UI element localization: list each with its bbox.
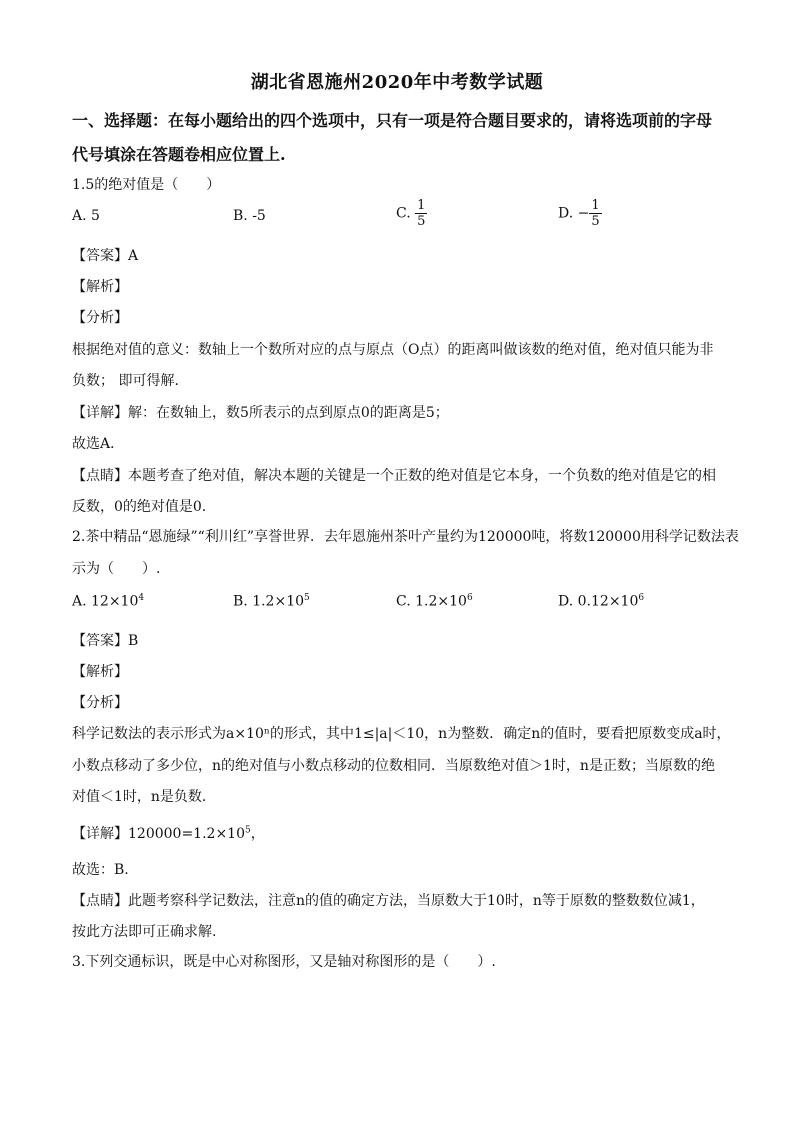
q1-answer	[72, 245, 138, 265]
q1-option-d-label: D.	[558, 205, 574, 222]
q1-option-b-label: B.	[233, 208, 248, 224]
q2-dianjing-line-2: 按此方法即可正确求解.	[72, 924, 217, 940]
q1-option-a	[72, 208, 100, 224]
q2-dianjing-line-1: 【点睛】此题考察科学记数法，注意n的值的确定方法，当原数大于10时，n等于原数的整数数位减1，	[72, 893, 705, 909]
q2-stem-line-2: 示为（ ）.	[72, 561, 161, 577]
q2-answer	[72, 630, 138, 650]
q1-dianjing-line-2: 反数，0的绝对值是0．	[72, 499, 216, 515]
q2-option-a	[72, 593, 144, 610]
q2-answer-value: B	[128, 633, 139, 649]
q2-option-a-exponent: 4	[138, 593, 145, 603]
q1-option-c-label: C.	[396, 205, 411, 222]
q2-analysis-line-3: 对值＜1时，n是负数．	[72, 789, 216, 805]
q1-option-d-numerator: 1	[591, 198, 600, 213]
q2-detail	[72, 823, 265, 843]
q1-option-c	[396, 198, 427, 229]
q1-option-d	[558, 198, 602, 229]
q2-option-d-base: 0.12×10	[577, 593, 639, 610]
q1-option-b	[233, 208, 266, 224]
q2-option-b-label: B.	[233, 593, 248, 610]
q2-detail-exponent: 5	[244, 825, 251, 836]
q2-jiexi-heading: 【解析】	[72, 664, 128, 680]
q2-option-c-base: 1.2×10	[415, 593, 467, 610]
q1-stem: 1.5的绝对值是（ ）	[72, 177, 221, 193]
q2-option-b-exponent: 5	[304, 593, 310, 603]
q1-detail: 【详解】解：在数轴上，数5所表示的点到原点0的距离是5；	[72, 405, 449, 421]
q3-stem: 3.下列交通标识，既是中心对称图形，又是轴对称图形的是（ ）.	[72, 954, 496, 970]
q1-option-d-sign: −	[577, 205, 590, 222]
section-instruction-line-2: 代号填涂在答题卷相应位置上.	[72, 145, 286, 164]
q1-option-b-value: -5	[252, 208, 266, 224]
q1-fenxi-heading: 【分析】	[72, 310, 128, 326]
q2-fenxi-heading: 【分析】	[72, 695, 128, 711]
q1-analysis-line-2: 负数； 即可得解．	[72, 373, 189, 389]
q2-answer-tag: 【答案】	[72, 633, 128, 649]
q1-answer-value: A	[128, 248, 139, 264]
q2-analysis-line-2: 小数点移动了多少位，n的绝对值与小数点移动的位数相同．当原数绝对值＞1时，n是正数；当原数的绝	[72, 758, 715, 774]
q2-option-a-base: 12×10	[91, 593, 139, 610]
section-instruction-line-1: 一、选择题：在每小题给出的四个选项中，只有一项是符合题目要求的，请将选项前的字母	[72, 111, 713, 130]
q1-option-d-denominator: 5	[591, 214, 600, 229]
q1-answer-tag: 【答案】	[72, 248, 128, 264]
q1-option-c-numerator: 1	[417, 198, 426, 213]
q1-option-a-value: 5	[91, 208, 100, 224]
q2-choose: 故选：B.	[72, 862, 129, 878]
q1-analysis-line-1: 根据绝对值的意义：数轴上一个数所对应的点与原点（O点）的距离叫做该数的绝对值，绝对值只能为非	[72, 342, 714, 358]
q2-detail-prefix: 【详解】120000=1.2×10	[72, 826, 245, 842]
q2-option-d-label: D.	[558, 593, 574, 610]
q2-option-d	[558, 593, 644, 610]
q1-dianjing-line-1: 【点睛】本题考查了绝对值，解决本题的关键是一个正数的绝对值是它本身，一个负数的绝对值是它的相	[72, 468, 716, 484]
q2-option-c	[396, 593, 473, 610]
q2-option-a-label: A.	[72, 593, 87, 610]
q2-analysis-line-1: 科学记数法的表示形式为a×10ⁿ的形式，其中1≤|a|＜10，n为整数．确定n的值时，要看把原数变成a时，	[72, 726, 731, 742]
page-title: 湖北省恩施州2020年中考数学试题	[250, 72, 544, 93]
q2-option-c-label: C.	[396, 593, 411, 610]
q2-option-c-exponent: 6	[466, 593, 473, 603]
q2-option-b-base: 1.2×10	[252, 593, 305, 610]
q2-detail-suffix: ，	[250, 826, 265, 842]
q2-option-d-exponent: 6	[638, 593, 645, 603]
q1-jiexi-heading: 【解析】	[72, 279, 128, 295]
q1-option-d-fraction	[589, 198, 601, 229]
q1-option-c-fraction	[415, 198, 427, 229]
q1-option-c-denominator: 5	[417, 214, 426, 229]
q1-option-a-label: A.	[72, 208, 87, 224]
q1-choose: 故选A．	[72, 436, 125, 452]
q2-stem-line-1: 2.茶中精品“恩施绿”“利川红”享誉世界．去年恩施州茶叶产量约为120000吨，将数120000用科学记数法表	[72, 529, 739, 545]
q2-option-b	[233, 593, 310, 610]
